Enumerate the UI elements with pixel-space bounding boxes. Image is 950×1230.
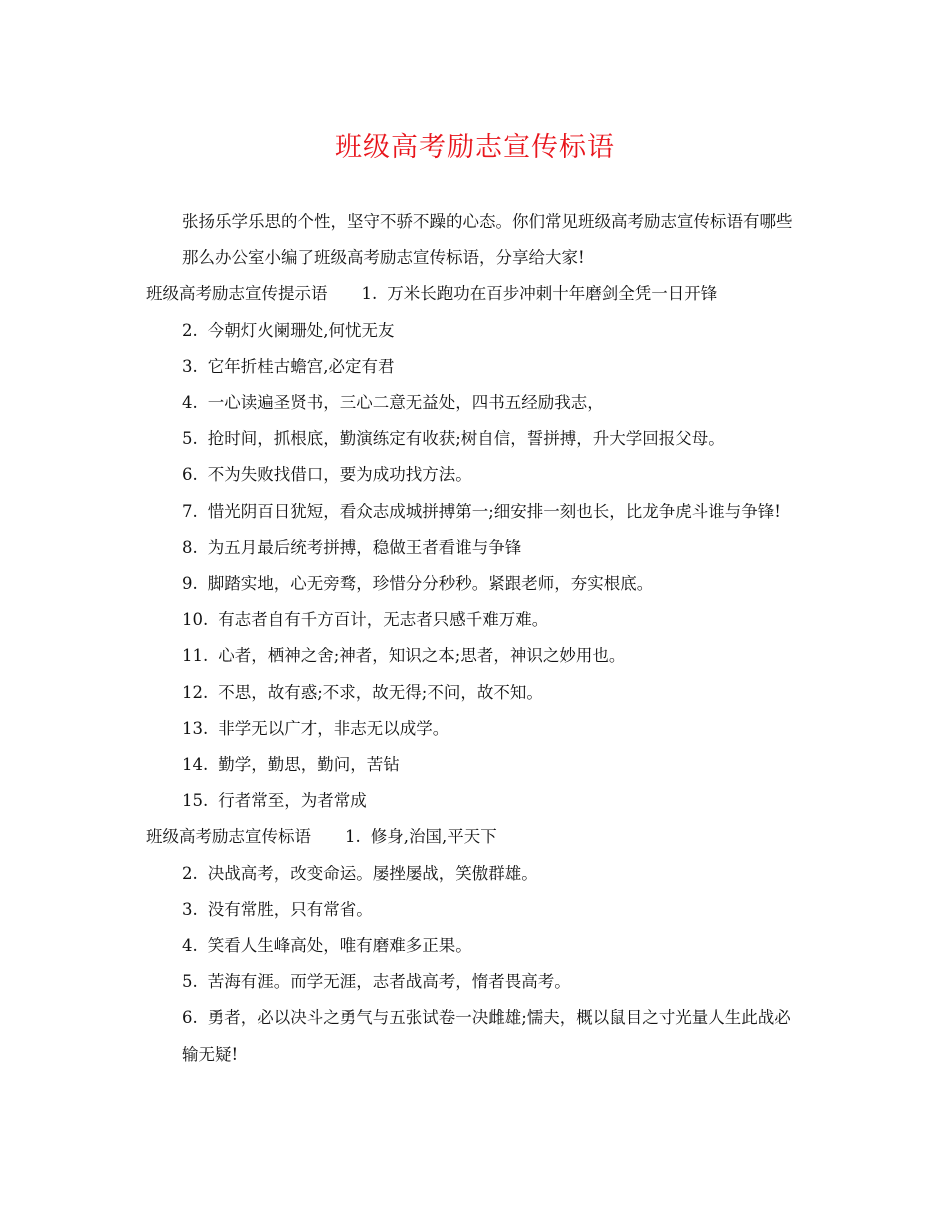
item-text: 万米长跑功在百步冲刺十年磨剑全凭一日开锋 [387, 284, 718, 304]
list-item [146, 783, 806, 819]
item-number: 14. [182, 755, 209, 775]
item-number: 12. [182, 682, 209, 702]
list-item [146, 638, 806, 674]
item-number: 9. [182, 574, 198, 594]
item-text: 修身,治国,平天下 [370, 827, 497, 847]
section1-heading-line [146, 276, 806, 312]
item-number: 2. [182, 863, 198, 883]
item-text: 它年折桂古蟾宫,必定有君 [207, 356, 395, 376]
list-item [146, 313, 806, 349]
list-item [146, 494, 806, 530]
list-item [146, 602, 806, 638]
list-item [146, 711, 806, 747]
item-number: 8. [182, 537, 198, 557]
item-number: 5. [182, 429, 198, 449]
list-item [146, 892, 806, 928]
item-number: 1. [345, 827, 361, 847]
item-text: 今朝灯火阑珊处,何忧无友 [207, 320, 395, 340]
item-text: 心者，栖神之舍;神者，知识之本;思者，神识之妙用也。 [218, 646, 626, 666]
list-item [146, 747, 806, 783]
item-number: 15. [182, 791, 209, 811]
item-number: 11. [182, 646, 209, 666]
item-text: 惜光阴百日犹短，看众志成城拼搏第一;细安排一刻也长，比龙争虎斗谁与争锋! [207, 501, 781, 521]
intro-paragraph: 张扬乐学乐思的个性，坚守不骄不躁的心态。你们常见班级高考励志宣传标语有哪些那么办公室小编了班级高考励志宣传标语，分享给大家! [182, 212, 793, 268]
item-text: 勤学，勤思，勤问，苦钻 [218, 755, 400, 775]
item-number: 4. [182, 936, 198, 956]
item-number: 5. [182, 972, 198, 992]
item-text: 苦海有涯。而学无涯，志者战高考，惰者畏高考。 [207, 972, 571, 992]
item-number: 6. [182, 1008, 198, 1028]
list-item [146, 421, 806, 457]
item-text: 行者常至，为者常成 [218, 791, 367, 811]
item-number: 3. [182, 356, 198, 376]
list-item [146, 964, 806, 1000]
item-number: 13. [182, 718, 209, 738]
item-number: 3. [182, 899, 198, 919]
item-text: 有志者自有千方百计，无志者只感千难万难。 [218, 610, 549, 630]
item-text: 不为失败找借口，要为成功找方法。 [207, 465, 472, 485]
document-body [146, 204, 806, 1073]
item-number: 1. [361, 284, 378, 304]
item-text: 非学无以广才，非志无以成学。 [218, 718, 450, 738]
list-item [146, 457, 806, 493]
document-title: 班级高考励志宣传标语 [335, 132, 615, 163]
item-text: 没有常胜，只有常省。 [207, 899, 373, 919]
list-item [146, 530, 806, 566]
item-text: 抢时间，抓根底，勤演练定有收获;树自信，誓拼搏，升大学回报父母。 [207, 429, 725, 449]
item-number: 6. [182, 465, 198, 485]
section2-heading: 班级高考励志宣传标语 [146, 827, 311, 847]
item-text: 决战高考，改变命运。屡挫屡战，笑傲群雄。 [207, 863, 538, 883]
item-number: 10. [182, 610, 209, 630]
list-item [146, 928, 806, 964]
item-text: 笑看人生峰高处，唯有磨难多正果。 [207, 936, 472, 956]
item-text: 脚踏实地，心无旁骛，珍惜分分秒秒。紧跟老师，夯实根底。 [207, 574, 654, 594]
list-item [146, 1000, 806, 1072]
list-item [146, 349, 806, 385]
list-item [146, 675, 806, 711]
item-text: 一心读遍圣贤书，三心二意无益处，四书五经励我志， [207, 393, 604, 413]
item-text: 勇者，必以决斗之勇气与五张试卷一决雌雄;懦夫，概以鼠目之寸光量人生此战必输无疑! [182, 1008, 791, 1064]
list-item [146, 385, 806, 421]
section2-heading-line [146, 819, 806, 855]
item-number: 4. [182, 393, 198, 413]
list-item [146, 566, 806, 602]
list-item [146, 856, 806, 892]
item-number: 2. [182, 320, 198, 340]
item-text: 不思，故有惑;不求，故无得;不问，故不知。 [218, 682, 543, 702]
item-text: 为五月最后统考拼搏，稳做王者看谁与争锋 [207, 537, 522, 557]
section1-heading: 班级高考励志宣传提示语 [146, 284, 328, 304]
item-number: 7. [182, 501, 198, 521]
